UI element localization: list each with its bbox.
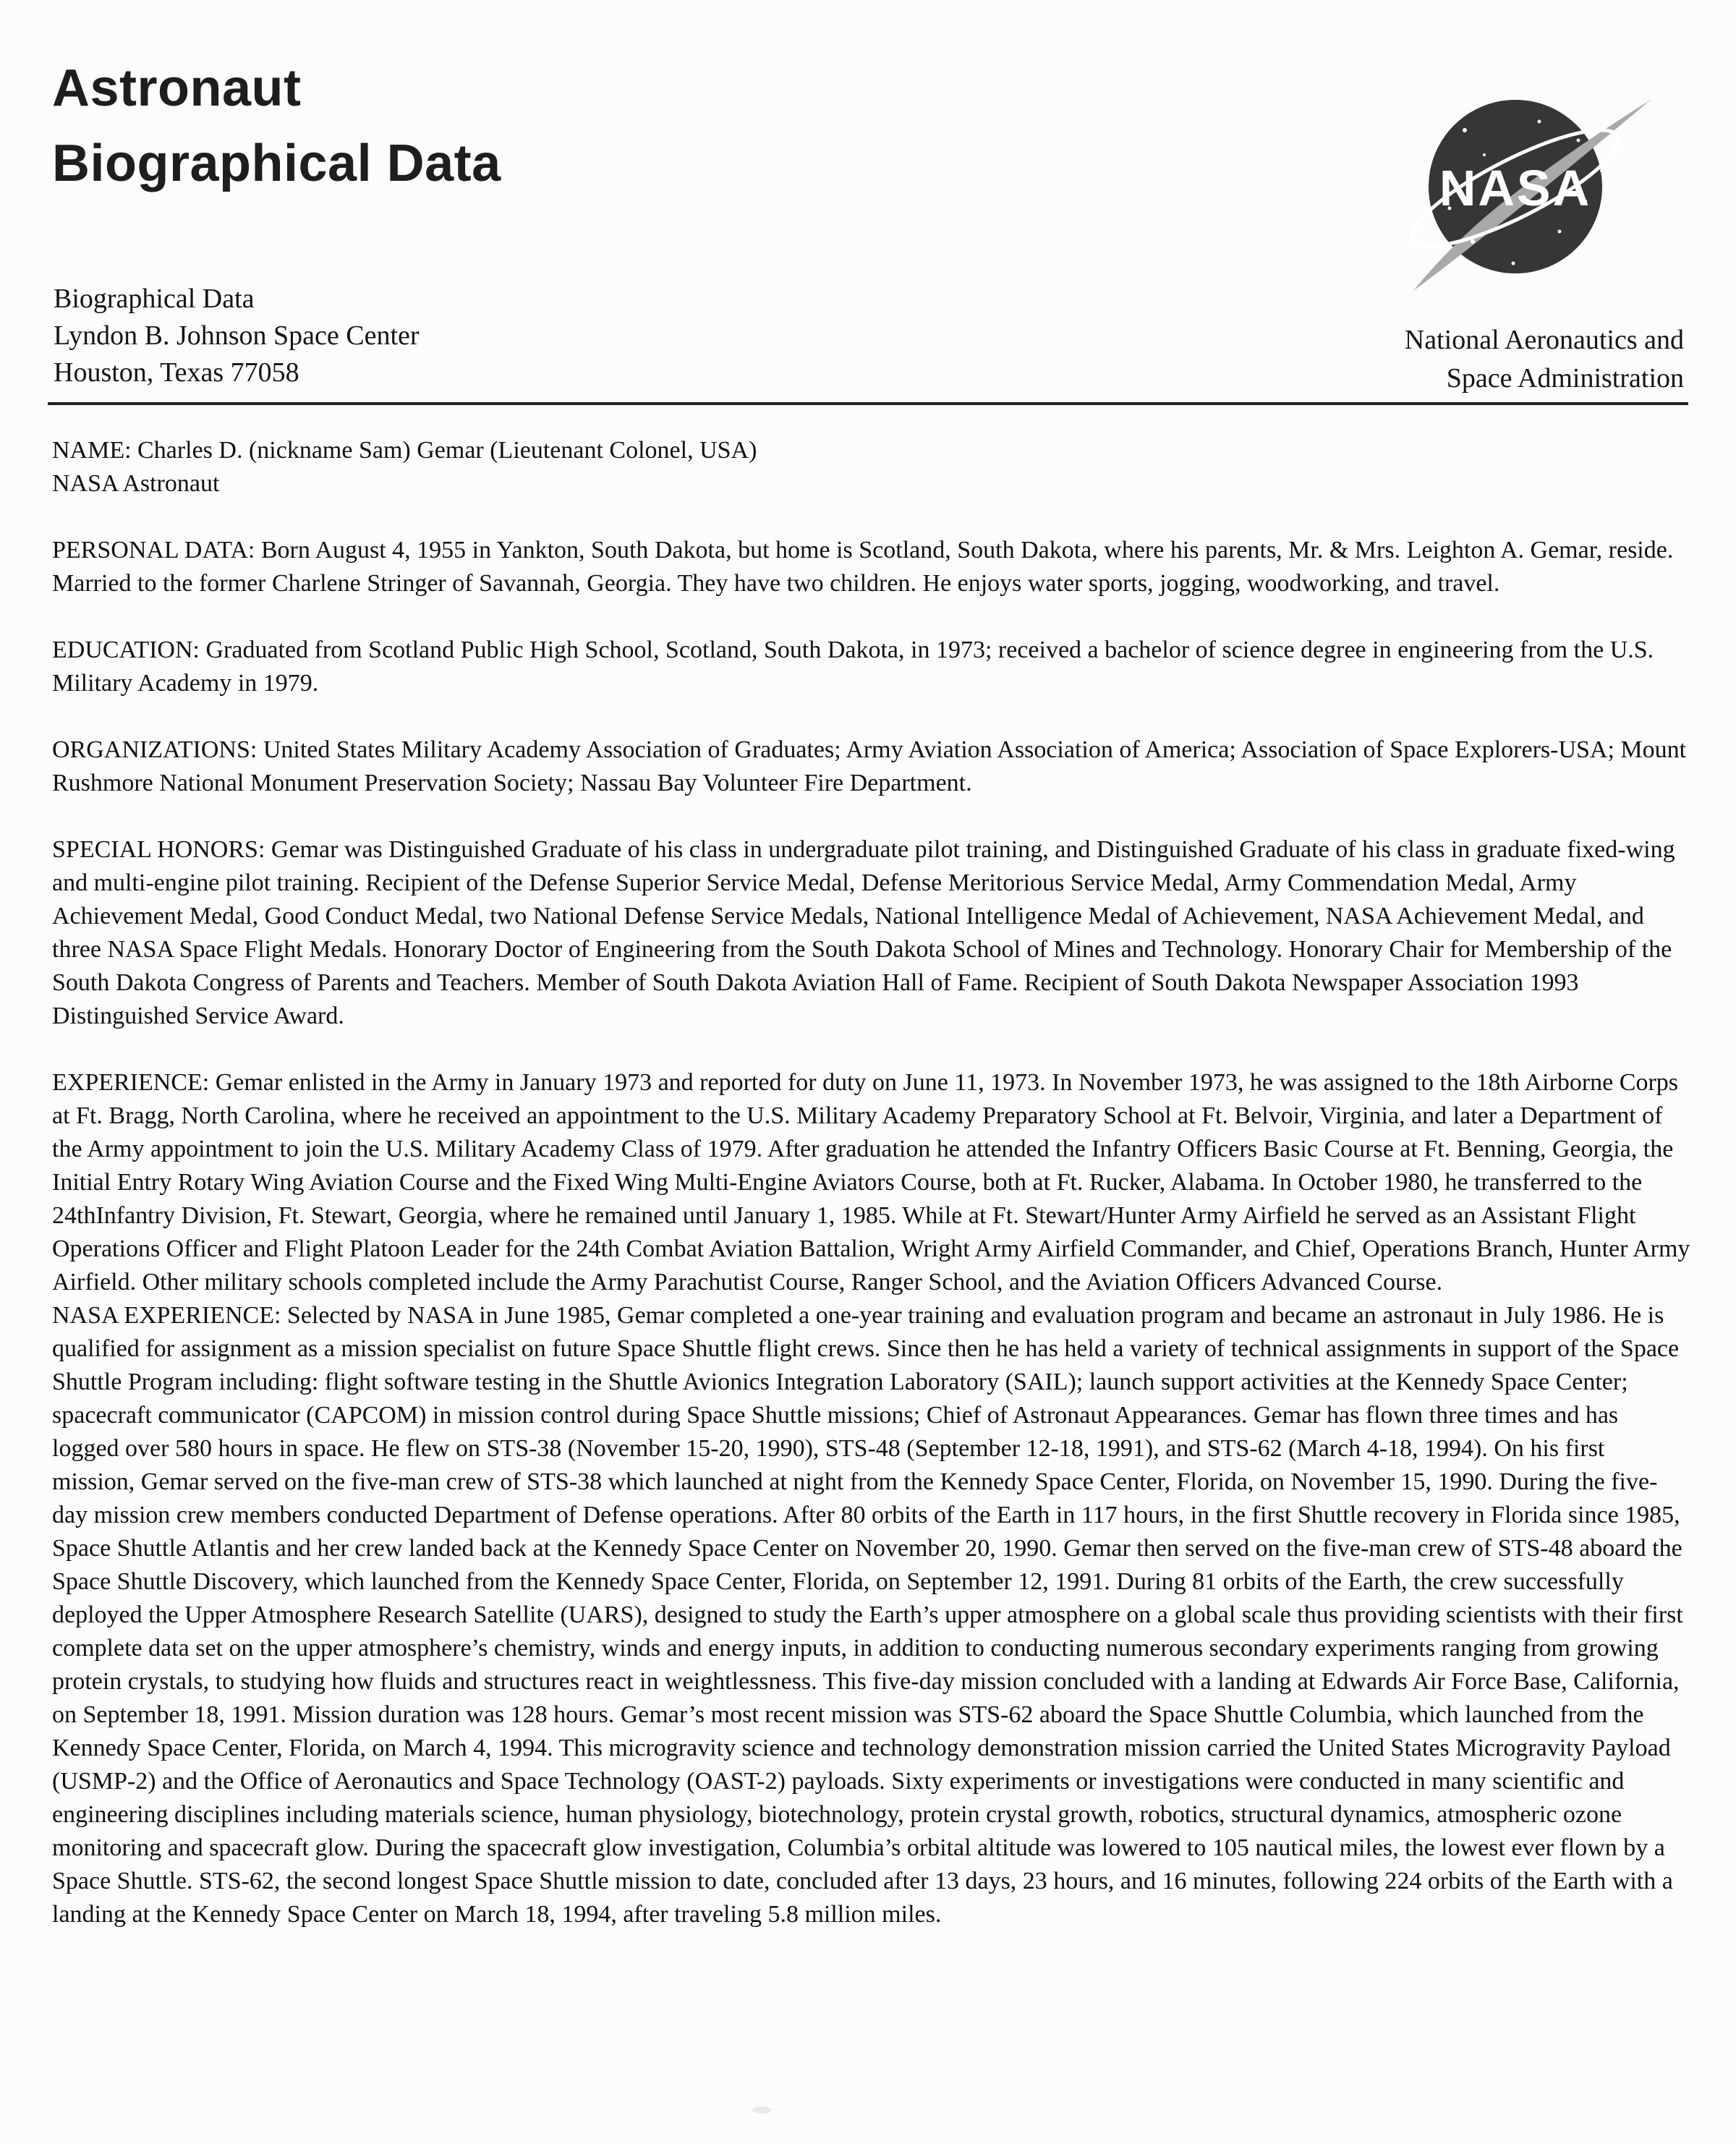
paragraph-education: EDUCATION: Graduated from Scotland Public High School, Scotland, South Dakota, in 1973; received a bachelor of science degree in engineering from the U.S. Military Academy in 1979. [52, 637, 1654, 697]
page-title-line2: Biographical Data [52, 135, 501, 192]
nasa-meatball-logo-icon [1396, 85, 1656, 302]
paragraph-experience: EXPERIENCE: Gemar enlisted in the Army in January 1973 and reported for duty on June 11, 1973. In November 1973, he was assigned to the 18th Airborne Corps at Ft. Bragg, North Carolina, where he received an appointment to the U.S. Military Academy Preparatory School at Ft. Belvoir, Virginia, and later a Department of the Army appointment to join the U.S. Military Academy Class of 1979. After graduation he attended the Infantry Officers Basic Course at Ft. Benning, Georgia, the Initial Entry Rotary Wing Aviation Course and the Fixed Wing Multi-Engine Aviators Course, both at Ft. Rucker, Alabama. In October 1980, he transferred to the 24thInfantry Division, Ft. Stewart, Georgia, where he remained until January 1, 1985. While at Ft. Stewart/Hunter Army Airfield he served as an Assistant Flight Operations Officer and Flight Platoon Leader for the 24th Combat Aviation Battalion, Wright Army Airfield Commander, and Chief, Operations Branch, Hunter Army Airfield. Other military schools completed include the Army Parachutist Course, Ranger School, and the Aviation Officers Advanced Course. [52, 1069, 1690, 1296]
address-block [54, 281, 420, 391]
address-line: Lyndon B. Johnson Space Center [54, 320, 420, 351]
agency-name-line1: National Aeronautics and [1404, 325, 1684, 355]
agency-name [1405, 321, 1684, 398]
header-divider [48, 402, 1688, 405]
paragraph-special-honors: SPECIAL HONORS: Gemar was Distinguished Graduate of his class in undergraduate pilot training, and Distinguished Graduate of his class in graduate fixed-wing and multi-engine pilot training. Recipient of the Defense Superior Service Medal, Defense Meritorious Service Medal, Army Commendation Medal, Army Achievement Medal, Good Conduct Medal, two National Defense Service Medals, National Intelligence Medal of Achievement, NASA Achievement Medal, and three NASA Space Flight Medals. Honorary Doctor of Engineering from the South Dakota School of Mines and Technology. Honorary Chair for Membership of the South Dakota Congress of Parents and Teachers. Member of South Dakota Aviation Hall of Fame. Recipient of South Dakota Newspaper Association 1993 Distinguished Service Award. [52, 836, 1675, 1029]
paragraph-name: NAME: Charles D. (nickname Sam) Gemar (Lieutenant Colonel, USA) NASA Astronaut [52, 437, 757, 497]
nasa-logo-text: NASA [1439, 160, 1592, 216]
paragraph-organizations: ORGANIZATIONS: United States Military Academy Association of Graduates; Army Aviation Association of America; Association of Space Explorers-USA; Mount Rushmore National Monument Preservation Society; Nassau Bay Volunteer Fire Department. [52, 736, 1687, 796]
scan-artifact [752, 2106, 771, 2114]
address-line: Biographical Data [54, 284, 255, 314]
page-title [52, 51, 501, 201]
address-line: Houston, Texas 77058 [54, 357, 299, 388]
bio-text [52, 434, 1691, 1931]
paragraph-personal-data: PERSONAL DATA: Born August 4, 1955 in Yankton, South Dakota, but home is Scotland, South Dakota, where his parents, Mr. & Mrs. Leighton A. Gemar, reside. Married to the former Charlene Stringer of Savannah, Georgia. They have two children. He enjoys water sports, jogging, woodworking, and travel. [52, 537, 1674, 597]
page-title-line1: Astronaut [52, 59, 302, 117]
paragraph-nasa-experience: NASA EXPERIENCE: Selected by NASA in June 1985, Gemar completed a one-year training and evaluation program and became an astronaut in July 1986. He is qualified for assignment as a mission specialist on future Space Shuttle flight crews. Since then he has held a variety of technical assignments in support of the Space Shuttle Program including: flight software testing in the Shuttle Avionics Integration Laboratory (SAIL); launch support activities at the Kennedy Space Center; spacecraft communicator (CAPCOM) in mission control during Space Shuttle missions; Chief of Astronaut Appearances. Gemar has flown three times and has logged over 580 hours in space. He flew on STS-38 (November 15-20, 1990), STS-48 (September 12-18, 1991), and STS-62 (March 4-18, 1994). On his first mission, Gemar served on the five-man crew of STS-38 which launched at night from the Kennedy Space Center, Florida, on November 15, 1990. During the five-day mission crew members conducted Department of Defense operations. After 80 orbits of the Earth in 117 hours, in the first Shuttle recovery in Florida since 1985, Space Shuttle Atlantis and her crew landed back at the Kennedy Space Center on November 20, 1990. Gemar then served on the five-man crew of STS-48 aboard the Space Shuttle Discovery, which launched from the Kennedy Space Center, Florida, on September 12, 1991. During 81 orbits of the Earth, the crew successfully deployed the Upper Atmosphere Research Satellite (UARS), designed to study the Earth’s upper atmosphere on a global scale thus providing scientists with their first complete data set on the upper atmosphere’s chemistry, winds and energy inputs, in addition to conducting numerous secondary experiments ranging from growing protein crystals, to studying how fluids and structures react in weightlessness. This five-day mission concluded with a landing at Edwards Air Force Base, California, on September 18, 1991. Mission duration was 128 hours. Gemar’s most recent mission was STS-62 aboard the Space Shuttle Columbia, which launched from the Kennedy Space Center, Florida, on March 4, 1994. This microgravity science and technology demonstration mission carried the United States Microgravity Payload (USMP-2) and the Office of Aeronautics and Space Technology (OAST-2) payloads. Sixty experiments or investigations were conducted in many scientific and engineering disciplines including materials science, human physiology, biotechnology, protein crystal growth, robotics, structural dynamics, atmospheric ozone monitoring and spacecraft glow. During the spacecraft glow investigation, Columbia’s orbital altitude was lowered to 105 nautical miles, the lowest ever flown by a Space Shuttle. STS-62, the second longest Space Shuttle mission to date, concluded after 13 days, 23 hours, and 16 minutes, following 224 orbits of the Earth with a landing at the Kennedy Space Center on March 18, 1994, after traveling 5.8 million miles. [52, 1302, 1683, 1928]
agency-name-line2: Space Administration [1446, 363, 1684, 394]
